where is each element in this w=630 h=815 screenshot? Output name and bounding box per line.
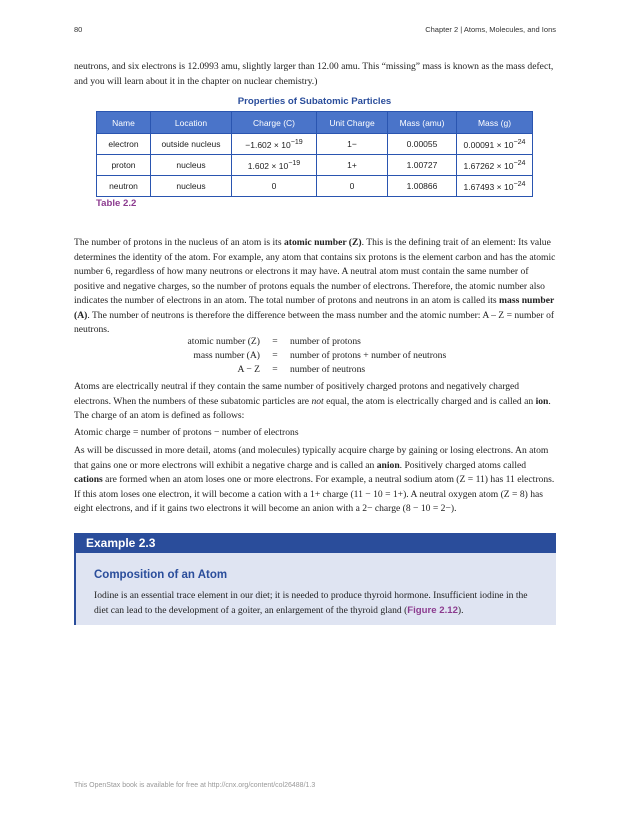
col-header-unit-charge: Unit Charge — [317, 112, 388, 134]
table-title: Properties of Subatomic Particles — [237, 96, 392, 107]
charge-exponent: −19 — [290, 138, 303, 147]
atomic-number-paragraph — [74, 236, 557, 338]
footer-note: This OpenStax book is available for free at http://cnx.org/content/col26488/1.3 — [74, 782, 316, 789]
mass-mantissa: 1.67262 — [463, 160, 495, 171]
term-atomic-number: atomic number (Z) — [283, 237, 362, 248]
paragraph-text: Atoms are electrically neutral if they contain the same number of positively charged protons and negatively charged electrons. When the numbers of these subatomic particles are — [74, 381, 520, 407]
chapter-header: Chapter 2 | Atoms, Molecules, and Ions — [425, 25, 556, 34]
emphasis-not: not — [311, 395, 324, 407]
col-header-mass-g: Mass (g) — [457, 112, 533, 134]
intro-paragraph: neutrons, and six electrons is 12.0993 amu, slightly larger than 12.00 amu. This “missing” mass is known as the mass defect, and you will learn about it in the chapter on nuclear chemistry.) — [74, 61, 554, 87]
equation-line — [150, 349, 446, 364]
cell-charge: 0 — [232, 176, 317, 197]
equation-op: = — [272, 350, 278, 361]
table-header-row — [97, 112, 533, 134]
figure-link[interactable]: Figure 2.12 — [407, 604, 458, 616]
times-sign: × — [271, 160, 277, 171]
cell-name: proton — [97, 155, 151, 176]
paragraph-text: are formed when an atom loses one or more electrons. For example, a neutral sodium atom (Z = 11) has 11 electrons. If this atom loses one electron, it will become a cation with a 1+ charge (11 − 10 = 1+). A neutral oxygen atom (Z = 8) has eight electrons, and if it gains two electrons it will become an anion with a 2− charge (8 − 10 = 2−). — [74, 474, 555, 514]
mass-exponent: −24 — [513, 138, 526, 147]
cell-mass-g: $1.67262 \times 10^{-24}$ — [457, 155, 533, 176]
cell-mass-amu: 0.00055 — [388, 134, 457, 155]
paragraph-text: . The charge of an atom is defined as follows: — [74, 395, 551, 421]
paragraph-text: ). — [457, 604, 464, 616]
cell-unit-charge: 1− — [317, 134, 388, 155]
equation-line — [150, 363, 365, 378]
cell-mass-amu: 1.00866 — [388, 176, 457, 197]
charge-mantissa: 1.602 — [247, 160, 270, 171]
times-sign: × — [273, 139, 279, 150]
page-number: 80 — [74, 25, 83, 34]
equation-left: atomic number (Z) — [187, 336, 260, 347]
term-cations: cations — [74, 474, 103, 485]
cell-location: nucleus — [151, 176, 232, 197]
table-row — [97, 155, 533, 176]
col-header-mass-amu: Mass (amu) — [388, 112, 457, 134]
times-sign: × — [496, 160, 502, 171]
paragraph-text: . Positively charged atoms called — [399, 459, 527, 471]
cell-unit-charge: 1+ — [317, 155, 388, 176]
paragraph-text: equal, the atom is electrically charged and is called an — [323, 395, 536, 407]
anion-paragraph — [74, 444, 557, 517]
mass-exponent: −24 — [513, 159, 526, 168]
times-sign: × — [496, 139, 502, 150]
mass-exponent: −24 — [513, 180, 526, 189]
equation-right: number of neutrons — [290, 364, 366, 375]
charge-exponent: −19 — [288, 159, 301, 168]
equation-right: number of protons + number of neutrons — [290, 350, 447, 361]
col-header-charge: Charge (C) — [232, 112, 317, 134]
times-sign: × — [496, 181, 502, 192]
cell-name: electron — [97, 134, 151, 155]
table-row — [97, 134, 533, 155]
paragraph-text: The number of protons in the nucleus of an atom is its — [74, 237, 284, 248]
equation-left: mass number (A) — [193, 350, 260, 361]
col-header-name: Name — [97, 112, 151, 134]
example-header: Example 2.3 — [74, 533, 556, 553]
mass-mantissa: 1.67493 — [463, 181, 495, 192]
equation-left: A − Z — [237, 364, 260, 375]
cell-charge: $-1.602 \times 10^{-19}$ — [232, 134, 317, 155]
cell-mass-g: $1.67493 \times 10^{-24}$ — [457, 176, 533, 197]
charge-mantissa: −1.602 — [245, 139, 272, 150]
paragraph-text: . This is the defining trait of an element: Its value determines the identity of the atom. For example, any atom that contains six protons is the element carbon and has the atomic number 6, regardless of how many neutrons or electrons it may have. A neutral atom must contain the same number of positive and negative charges, so the number of protons equals the number of electrons. Therefore, the atomic number also indicates the number of electrons in an atom. The total number of protons and neutrons in an atom is called its — [74, 237, 556, 306]
cell-mass-g: $0.00091 \times 10^{-24}$ — [457, 134, 533, 155]
table-caption: Table 2.2 — [96, 198, 137, 209]
cell-location: outside nucleus — [151, 134, 232, 155]
paragraph-text: As will be discussed in more detail, atoms (and molecules) typically acquire charge by gaining or losing electrons. An atom that gains one or more electrons will exhibit a negative charge and is called an — [74, 445, 549, 471]
cell-unit-charge: 0 — [317, 176, 388, 197]
cell-mass-amu: 1.00727 — [388, 155, 457, 176]
term-ion: ion — [535, 395, 549, 407]
mass-mantissa: 0.00091 — [463, 139, 495, 150]
term-mass-number: mass number (A) — [74, 295, 555, 321]
cell-name: neutron — [97, 176, 151, 197]
term-anion: anion — [376, 459, 400, 471]
subatomic-particles-table — [96, 111, 533, 197]
paragraph-text: Iodine is an essential trace element in our diet; it is needed to produce thyroid hormone. Insufficient iodine in the diet can lead to the development of a goiter, an enlargement of the thyroid gland ( — [94, 590, 528, 616]
table-row — [97, 176, 533, 197]
equation-right: number of protons — [290, 336, 361, 347]
equation-op: = — [272, 364, 278, 375]
cell-charge: $1.602 \times 10^{-19}$ — [232, 155, 317, 176]
cell-location: nucleus — [151, 155, 232, 176]
example-title: Composition of an Atom — [94, 569, 228, 581]
charge-definition: Atomic charge = number of protons − number of electrons — [74, 427, 299, 438]
col-header-location: Location — [151, 112, 232, 134]
example-text — [94, 589, 544, 618]
equation-op: = — [272, 336, 278, 347]
ion-paragraph — [74, 380, 557, 424]
paragraph-text: . The number of neutrons is therefore the difference between the mass number and the atomic number: A – Z = number of neutrons. — [74, 309, 555, 335]
equation-line — [150, 335, 361, 350]
